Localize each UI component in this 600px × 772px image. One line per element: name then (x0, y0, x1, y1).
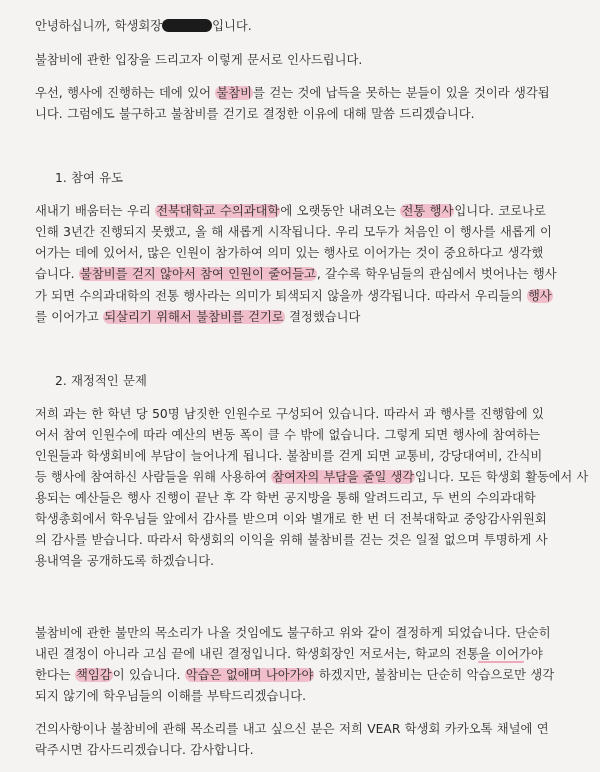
highlight-bad-custom: 악습은 없애며 나아가야 (185, 668, 314, 682)
intro-line: 불참비에 관한 입장을 드리고자 이렇게 문서로 인사드립니다. (35, 53, 363, 67)
closing-line-1: 건의사항이나 불참비에 관해 목소리를 내고 싶으신 분은 저희 VEAR 학생회 카카오톡 채널에 연 (35, 722, 549, 736)
s2-line-2: 어서 참여 인원수에 따라 예산의 변동 폭이 클 수 밖에 없습니다. 그렇게 되면 행사에 참여하는 (35, 428, 541, 442)
s1-l5-a: 가 되면 수의과대학의 전통 행사라는 의미가 퇴색되지 않을까 생각됩니다. 따라서 우리들의 (35, 289, 527, 303)
section-1-heading: 1. 참여 유도 (55, 171, 124, 185)
s2-line-3: 인원들과 학생회비에 부담이 늘어나게 됩니다. 불참비를 걷게 되면 교통비, 강당대여비, 간식비 (35, 449, 543, 463)
s1-line-1 (35, 203, 546, 219)
highlight-participation: 불참비를 걷지 않아서 참여 인원이 줄어들고 (79, 267, 316, 281)
s2-line-5: 용되는 예산들은 행사 진행이 끝난 후 각 학번 공지방을 통해 알려드리고, 두 번의 수의과대학 (35, 491, 536, 505)
greeting-text: 안녕하십니까, 학생회장 (35, 19, 163, 33)
highlight-tradition: 전통 행사 (401, 204, 454, 218)
underline-tradition (478, 661, 524, 663)
redacted-name-scribble (162, 19, 212, 32)
highlight-event: 행사 (527, 289, 552, 303)
greeting-line (35, 18, 252, 34)
p3-line-2: 내린 결정이 아니라 고심 끝에 내린 결정입니다. 학생회장인 저로서는, 학교의 전통을 이어가야 (35, 647, 543, 661)
p3-line-4: 되지 않기에 학우님들의 이해를 부탁드리겠습니다. (35, 689, 306, 703)
s2-line-4 (35, 469, 588, 485)
p3-line-1: 불참비에 관한 불만의 목소리가 나올 것임에도 불구하고 위와 같이 결정하게 되었습니다. 단순히 (35, 626, 551, 640)
s2-line-8: 용내역을 공개하도록 하겠습니다. (35, 554, 215, 568)
section-2-heading: 2. 재정적인 문제 (55, 374, 147, 388)
p3-l3-a: 한다는 (35, 668, 76, 682)
greeting-end: 입니다. (212, 19, 252, 33)
p1-line-2: 니다. 그럼에도 불구하고 불참비를 걷기로 결정한 이유에 대해 말씀 드리겠습니다. (35, 107, 475, 121)
s1-line-2: 인해 3년간 진행되지 못했고, 올 해 새롭게 시작됩니다. 우리 모두가 처음인 이 행사를 새롭게 이 (35, 225, 552, 239)
s1-l4-a: 습니다. (35, 267, 79, 281)
highlight-burden: 참여자의 부담을 줄일 생각 (272, 470, 415, 484)
highlight-revive: 되살리기 위해서 불참비를 걷기로 (104, 310, 284, 324)
s1-l1-c: 입니다. 코로나로 (454, 204, 546, 218)
s2-l4-b: 입니다. 모든 학생회 활동에서 사 (415, 470, 589, 484)
s1-l4-b: , 갈수록 학우님들의 관심에서 벗어나는 행사 (316, 267, 557, 281)
s2-line-7: 의 감사를 받습니다. 따라서 학생회의 이익을 위해 불참비를 걷는 것은 일절 없으며 투명하게 사 (35, 533, 548, 547)
s2-l4-a: 등 행사에 참여하신 사람들을 위해 사용하여 (35, 470, 272, 484)
s1-line-6 (35, 309, 360, 325)
highlight-university: 전북대학교 수의과대학 (156, 204, 280, 218)
p3-l3-b: 이 있습니다. (112, 668, 185, 682)
s1-line-5 (35, 288, 553, 304)
p1-l1-a: 우선, 행사에 진행하는 데에 있어 (35, 86, 216, 100)
s1-l1-b: 에 오랫동안 내려오는 (280, 204, 401, 218)
s1-line-3: 어가는 데에 있어서, 많은 인원이 참가하여 의미 있는 행사로 이어가는 것이 중요하다고 생각했 (35, 246, 544, 260)
s2-line-1: 저희 과는 한 학년 당 50명 남짓한 인원수로 구성되어 있습니다. 따라서 과 행사를 진행함에 있 (35, 407, 544, 421)
highlight-fee: 불참비 (216, 86, 253, 100)
p1-l1-b: 를 걷는 것에 납득을 못하는 분들이 있을 것이라 생각됩 (253, 86, 550, 100)
closing-line-2: 락주시면 감사드리겠습니다. 감사합니다. (35, 743, 254, 757)
s2-line-6: 학생총회에서 학우님들 앞에서 감사를 받으며 이와 별개로 한 번 더 전북대학교 중앙감사위원회 (35, 512, 547, 526)
s1-l6-a: 를 이어가고 (35, 310, 104, 324)
s1-line-4 (35, 266, 557, 282)
highlight-responsibility: 책임감 (76, 668, 112, 682)
s1-l6-b: 결정했습니다 (284, 310, 361, 324)
s1-l1-a: 새내기 배움터는 우리 (35, 204, 156, 218)
p3-l3-c: 하겠지만, 불참비는 단순히 악습으로만 생각 (314, 668, 555, 682)
p3-line-3 (35, 667, 554, 683)
p1-line-1 (35, 85, 550, 101)
